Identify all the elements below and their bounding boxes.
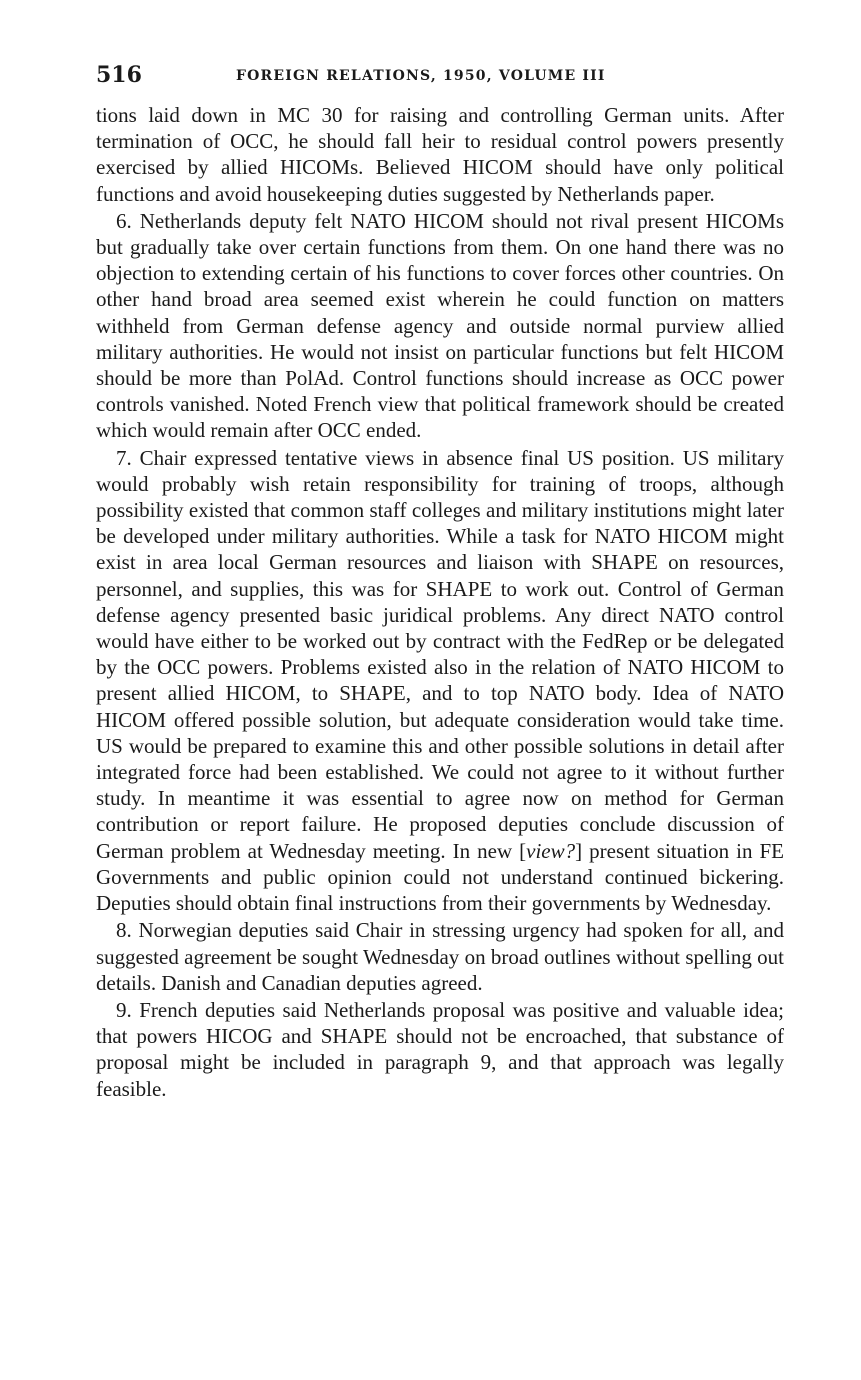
paragraph-9: 9. French deputies said Netherlands proposal was positive and valuable idea; that powers HICOG and SHAPE should not be encroached, that substance of proposal might be included in paragraph 9, and that approach was legally feasible. xyxy=(96,997,784,1101)
document-page xyxy=(96,58,784,1102)
page-number: 516 xyxy=(96,62,142,88)
paragraph-6: 6. Netherlands deputy felt NATO HICOM should not rival present HICOMs but gradually take over certain functions from them. On one hand there was no objection to extending certain of his functions to cover forces other countries. On other hand broad area seemed exist wherein he could function on matters withheld from German defense agency and outside normal purview allied military authorities. He would not insist on particular functions but felt HICOM should be more than PolAd. Control functions should increase as OCC power controls vanished. Noted French view that political framework should be created which would remain after OCC ended. xyxy=(96,208,784,443)
paragraph-7-part-b: ] present situation in FE Governments and public opinion could not understand continued bickering. Deputies should obtain final instructions from their governments by Wednesday. xyxy=(96,838,784,916)
running-head xyxy=(96,58,784,88)
editorial-insert: view? xyxy=(526,838,576,863)
running-title: FOREIGN RELATIONS, 1950, VOLUME III xyxy=(236,68,606,84)
paragraph-7-part-a: 7. Chair expressed tentative views in absence final US position. US military would probably wish retain responsibility for training of troops, although possibility existed that common staff colleges and military institutions might later be developed under military authorities. While a task for NATO HICOM might exist in area local German resources and liaison with SHAPE on resources, personnel, and supplies, this was for SHAPE to work out. Control of German defense agency presented basic juridical problems. Any direct NATO control would have either to be worked out by contract with the FedRep or be delegated by the OCC powers. Problems existed also in the relation of NATO HICOM to present allied HICOM, to SHAPE, and to top NATO body. Idea of NATO HICOM offered possible solution, but adequate consideration would take time. US would be prepared to examine this and other possible solutions in detail after integrated force had been established. We could not agree to it without further study. In meantime it was essential to agree now on method for German contribution or report failure. He proposed deputies conclude discussion of German problem at Wednesday meeting. In new [ xyxy=(96,445,784,863)
paragraph-7 xyxy=(96,445,784,917)
paragraph-continuation: tions laid down in MC 30 for raising and controlling German units. After termination of OCC, he should fall heir to residual control powers presently exercised by allied HICOMs. Believed HICOM should have only political functions and avoid housekeeping duties suggested by Netherlands paper. xyxy=(96,103,784,206)
paragraph-8: 8. Norwegian deputies said Chair in stressing urgency had spoken for all, and suggested agreement be sought Wednesday on broad outlines without spelling out details. Danish and Canadian deputies agreed. xyxy=(96,918,784,995)
body-text xyxy=(96,102,784,1102)
